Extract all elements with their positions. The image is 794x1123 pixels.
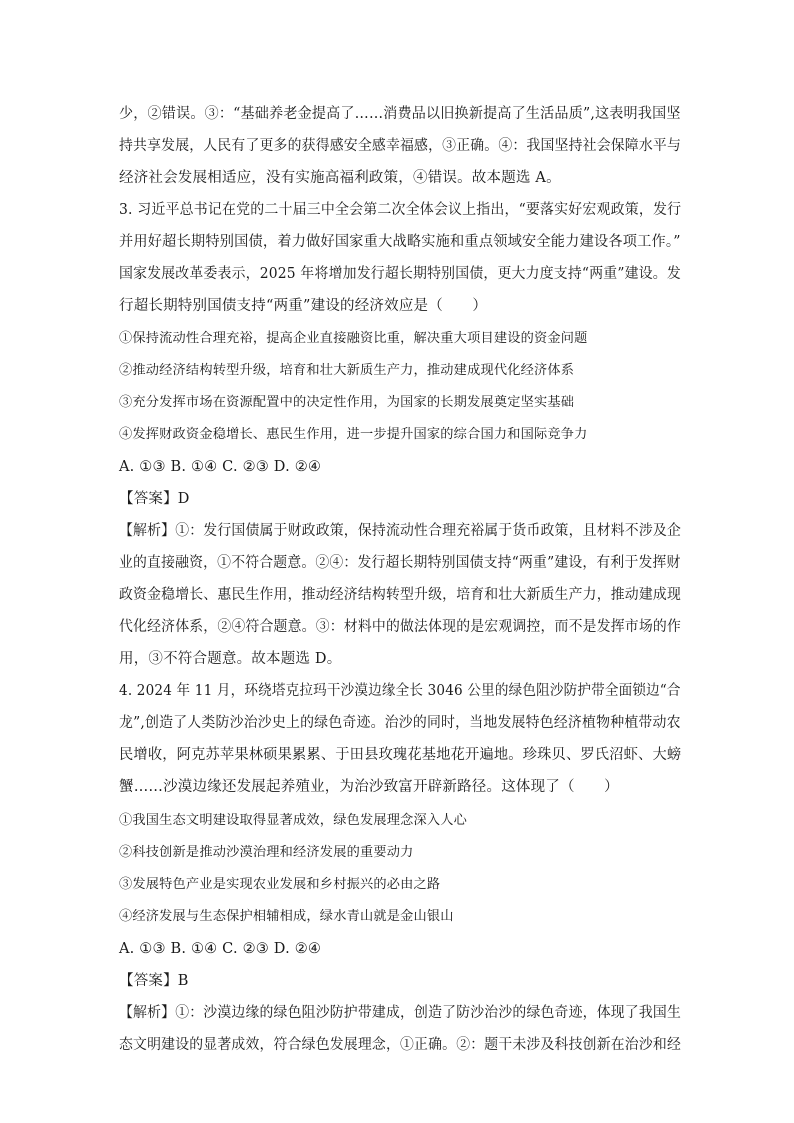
text-line: 并用好超长期特别国债，着力做好国家重大战略实施和重点领域安全能力建设各项工作。” bbox=[119, 234, 681, 250]
option-item: ②推动经济结构转型升级，培育和壮大新质生产力，推动建成现代化经济体系 bbox=[119, 363, 575, 378]
option-item: ②科技创新是推动沙漠治理和经济发展的重要动力 bbox=[119, 845, 414, 860]
option-item: ④经济发展与生态保护相辅相成，绿水青山就是金山银山 bbox=[119, 909, 454, 924]
option-item: ③发展特色产业是实现农业发展和乡村振兴的必由之路 bbox=[119, 877, 441, 892]
text-line: 用，③不符合题意。故本题选 D。 bbox=[119, 651, 342, 667]
text-line: 经济社会发展相适应，没有实施高福利政策，④错误。故本题选 A。 bbox=[119, 170, 561, 186]
question-4-stem: 4. 2024 年 11 月，环绕塔克拉玛干沙漠边缘全长 3046 公里的绿色阻沙防护带全面锁边“合 bbox=[119, 683, 681, 699]
answer-choices: A. ①③ B. ①④ C. ②③ D. ②④ bbox=[119, 459, 322, 475]
text-line: 代化经济体系，②④符合题意。③：材料中的做法体现的是宏观调控，而不是发挥市场的作 bbox=[119, 619, 682, 635]
text-line: 蟹……沙漠边缘还发展起养殖业，为治沙致富开辟新路径。这体现了（ ） bbox=[119, 779, 619, 795]
text-line: 持共享发展，人民有了更多的获得感安全感幸福感，③正确。④：我国坚持社会保障水平与 bbox=[119, 138, 682, 154]
text-line: 态文明建设的显著成效，符合绿色发展理念，①正确。②：题干未涉及科技创新在治沙和经 bbox=[119, 1037, 682, 1053]
text-line: 龙”,创造了人类防沙治沙史上的绿色奇迹。治沙的同时，当地发展特色经济植物种植带动农 bbox=[119, 715, 681, 731]
text-line: 政资金稳增长、惠民生作用，推动经济结构转型升级，培育和壮大新质生产力，推动建成现 bbox=[119, 587, 682, 603]
text-line: 行超长期特别国债支持“两重”建设的经济效应是（ ） bbox=[119, 298, 488, 314]
option-item: ④发挥财政资金稳增长、惠民生作用，进一步提升国家的综合国力和国际竞争力 bbox=[119, 427, 588, 442]
option-item: ①保持流动性合理充裕，提高企业直接融资比重，解决重大项目建设的资金问题 bbox=[119, 331, 588, 346]
text-line: 少，②错误。③：“基础养老金提高了……消费品以旧换新提高了生活品质”,这表明我国坚 bbox=[119, 106, 681, 122]
text-line: 民增收，阿克苏苹果林硕果累累、于田县玫瑰花基地花开遍地。珍珠贝、罗氏沼虾、大螃 bbox=[119, 747, 682, 763]
analysis-text: 【解析】①：沙漠边缘的绿色阻沙防护带建成，创造了防沙治沙的绿色奇迹，体现了我国生 bbox=[119, 1005, 682, 1021]
answer-choices: A. ①③ B. ①④ C. ②③ D. ②④ bbox=[119, 941, 322, 957]
option-item: ①我国生态文明建设取得显著成效，绿色发展理念深入人心 bbox=[119, 813, 468, 828]
answer-label: 【答案】B bbox=[119, 973, 189, 989]
answer-label: 【答案】D bbox=[119, 491, 190, 507]
question-3-stem: 3. 习近平总书记在党的二十届三中全会第二次全体会议上指出，“要落实好宏观政策，发行 bbox=[119, 202, 682, 218]
analysis-text: 【解析】①：发行国债属于财政政策，保持流动性合理充裕属于货币政策，且材料不涉及企 bbox=[119, 523, 682, 539]
option-item: ③充分发挥市场在资源配置中的决定性作用，为国家的长期发展奠定坚实基础 bbox=[119, 395, 575, 410]
text-line: 业的直接融资，①不符合题意。②④：发行超长期特别国债支持“两重”建设，有利于发挥财 bbox=[119, 555, 681, 571]
text-line: 国家发展改革委表示，2025 年将增加发行超长期特别国债，更大力度支持“两重”建设。发 bbox=[119, 266, 681, 282]
